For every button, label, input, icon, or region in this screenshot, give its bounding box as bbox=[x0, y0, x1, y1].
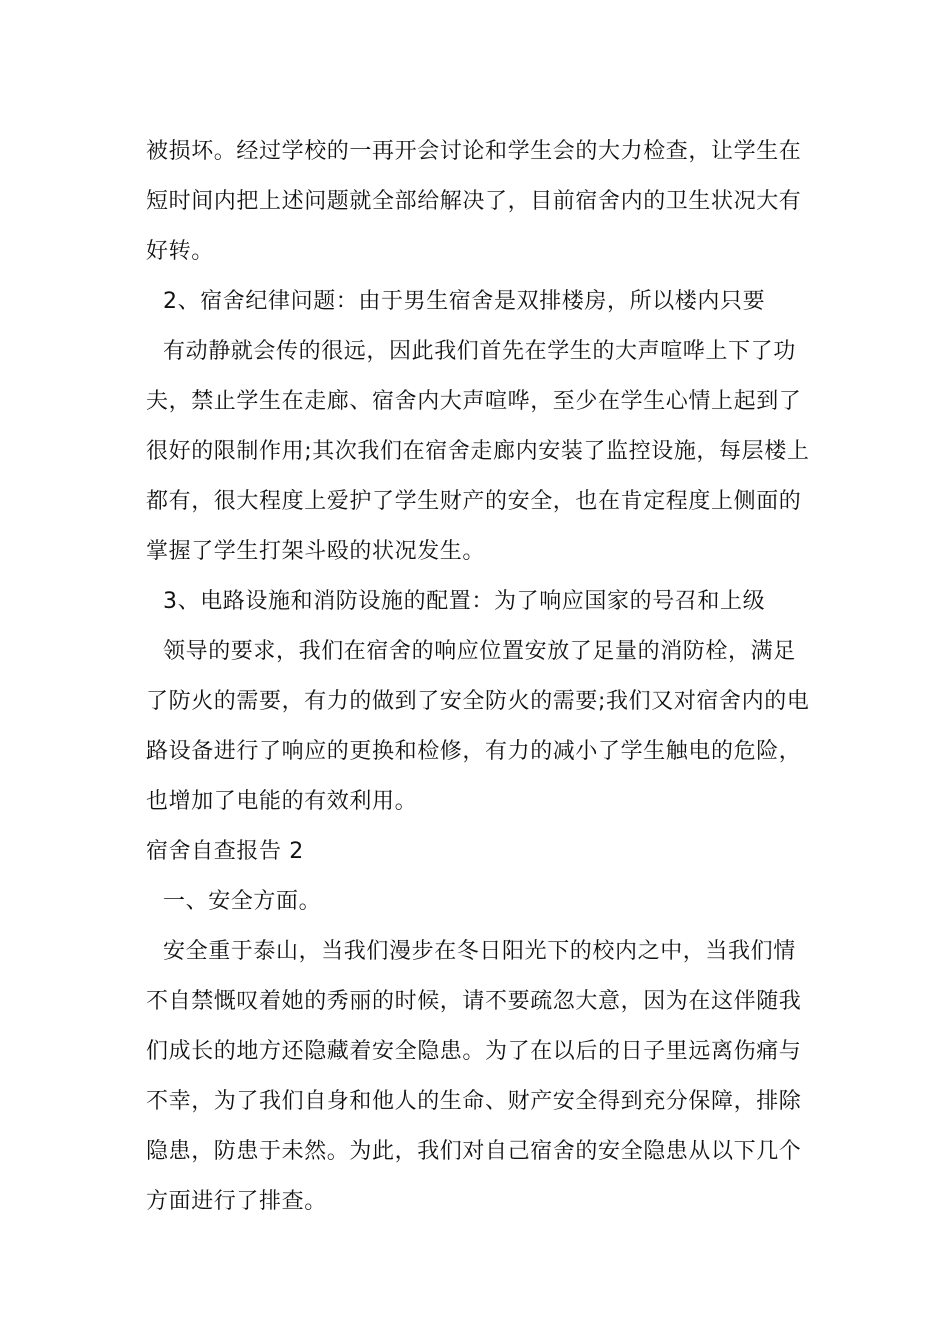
paragraph-line: 被损坏。经过学校的一再开会讨论和学生会的大力检查，让学生在 bbox=[146, 139, 802, 164]
paragraph-line: 也增加了电能的有效利用。 bbox=[146, 789, 418, 814]
report-title: 宿舍自查报告 2 bbox=[146, 839, 304, 864]
paragraph-line: 很好的限制作用;其次我们在宿舍走廊内安装了监控设施，每层楼上 bbox=[146, 439, 810, 464]
paragraph-line: 路设备进行了响应的更换和检修，有力的减小了学生触电的危险， bbox=[146, 739, 802, 764]
paragraph-line: 掌握了学生打架斗殴的状况发生。 bbox=[146, 539, 486, 564]
paragraph-line: 了防火的需要，有力的做到了安全防火的需要;我们又对宿舍内的电 bbox=[146, 689, 810, 714]
section-item-heading: 3、电路设施和消防设施的配置：为了响应国家的号召和上级 bbox=[163, 589, 766, 614]
section-item-heading: 2、宿舍纪律问题：由于男生宿舍是双排楼房，所以楼内只要 bbox=[163, 289, 766, 314]
paragraph-line: 领导的要求，我们在宿舍的响应位置安放了足量的消防栓，满足 bbox=[163, 639, 796, 664]
paragraph-line: 好转。 bbox=[146, 239, 214, 264]
section-heading: 一、安全方面。 bbox=[163, 889, 322, 914]
paragraph-line: 方面进行了排查。 bbox=[146, 1189, 327, 1214]
paragraph-line: 们成长的地方还隐藏着安全隐患。为了在以后的日子里远离伤痛与 bbox=[146, 1039, 802, 1064]
paragraph-line: 都有，很大程度上爱护了学生财产的安全，也在肯定程度上侧面的 bbox=[146, 489, 802, 514]
paragraph-line: 短时间内把上述问题就全部给解决了，目前宿舍内的卫生状况大有 bbox=[146, 189, 802, 214]
paragraph-line: 安全重于泰山，当我们漫步在冬日阳光下的校内之中，当我们情 bbox=[163, 939, 796, 964]
paragraph-line: 隐患，防患于未然。为此，我们对自己宿舍的安全隐患从以下几个 bbox=[146, 1139, 802, 1164]
paragraph-line: 不自禁慨叹着她的秀丽的时候，请不要疏忽大意，因为在这伴随我 bbox=[146, 989, 802, 1014]
paragraph-line: 不幸，为了我们自身和他人的生命、财产安全得到充分保障，排除 bbox=[146, 1089, 802, 1114]
paragraph-line: 有动静就会传的很远，因此我们首先在学生的大声喧哗上下了功 bbox=[163, 339, 796, 364]
paragraph-line: 夫，禁止学生在走廊、宿舍内大声喧哗，至少在学生心情上起到了 bbox=[146, 389, 802, 414]
